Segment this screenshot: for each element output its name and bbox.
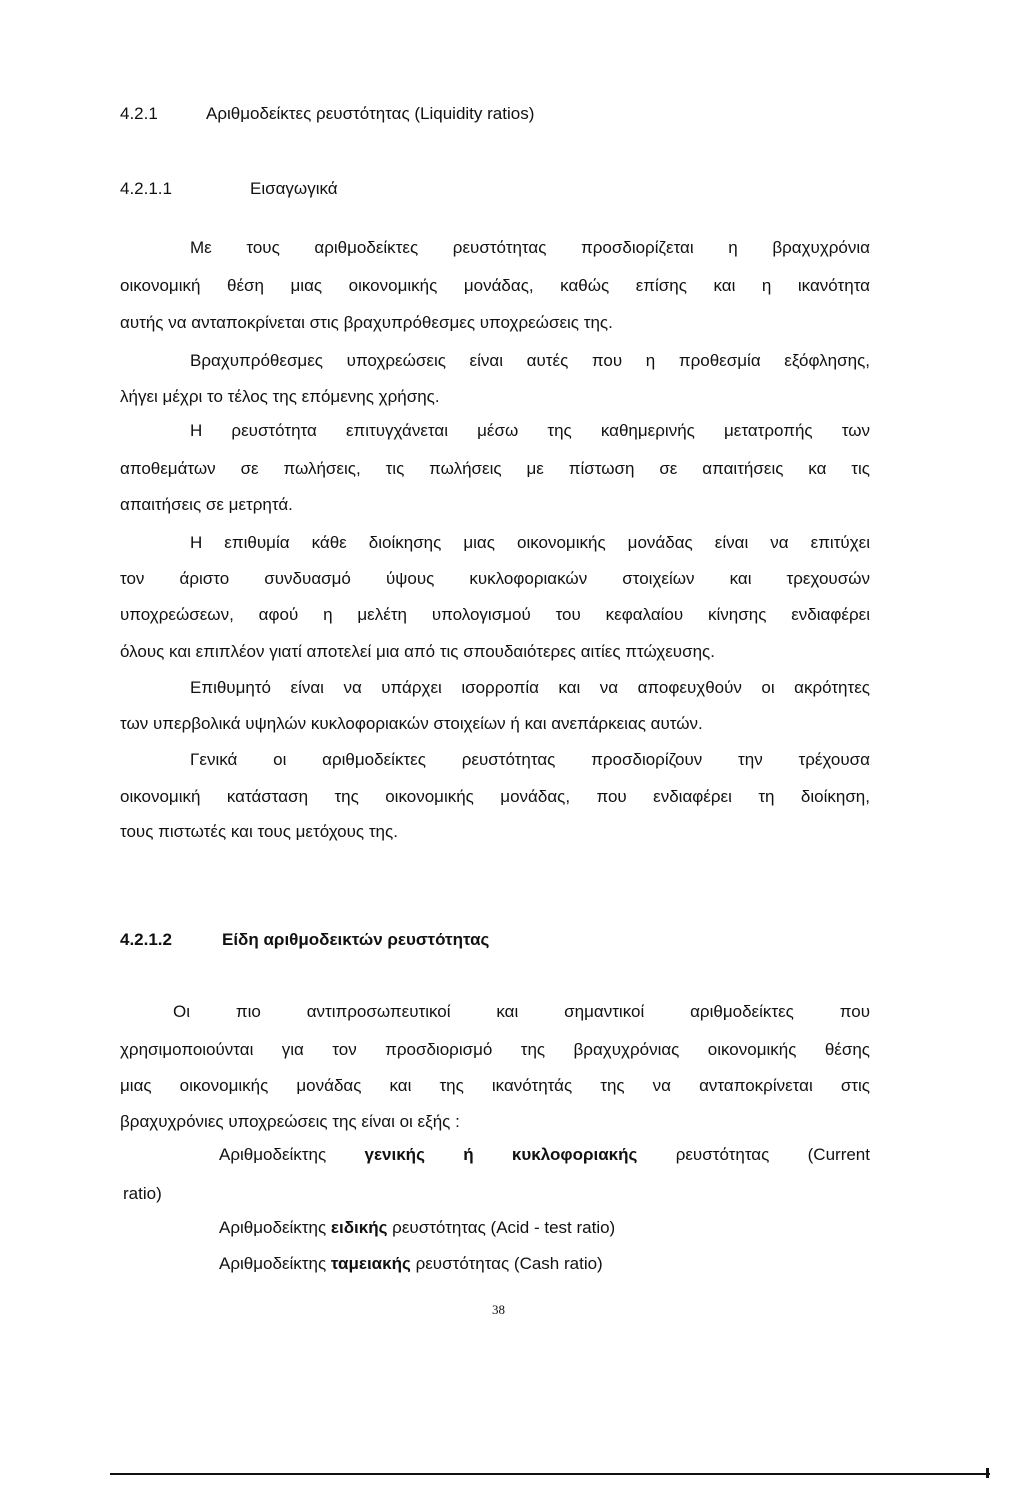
paragraph-line: μιας οικονομικής μονάδας και της ικανότητάς της να ανταποκρίνεται στις (120, 1076, 870, 1095)
paragraph-line: των υπερβολικά υψηλών κυκλοφοριακών στοιχείων ή και ανεπάρκειας αυτών. (120, 714, 703, 733)
list-item-bold: γενικής ή κυκλοφοριακής (364, 1145, 638, 1164)
paragraph-line: Βραχυπρόθεσμες υποχρεώσεις είναι αυτές που η προθεσμία εξόφλησης, (190, 351, 870, 370)
paragraph-line: Η επιθυμία κάθε διοίκησης μιας οικονομικής μονάδας είναι να επιτύχει (190, 533, 870, 552)
subsection-title: Είδη αριθμοδεικτών ρευστότητας (222, 930, 490, 949)
list-item-bold: ειδικής (330, 1218, 388, 1237)
section-number: 4.2.1 (120, 104, 158, 123)
footer-rule (110, 1473, 990, 1475)
subsection-heading-types (120, 930, 489, 950)
list-item (219, 1145, 870, 1165)
paragraph-line: Γενικά οι αριθμοδείκτες ρευστότητας προσδιορίζουν την τρέχουσα (190, 750, 870, 769)
list-item-bold: ταμειακής (330, 1254, 411, 1273)
paragraph-line: Οι πιο αντιπροσωπευτικοί και σημαντικοί αριθμοδείκτες που (173, 1002, 870, 1021)
footer-rule-end (986, 1468, 989, 1478)
list-item-prefix: Αριθμοδείκτης (219, 1254, 327, 1273)
list-item-suffix: ρευστότητας (Cash ratio) (415, 1254, 603, 1273)
list-item-prefix: Αριθμοδείκτης (219, 1145, 327, 1164)
subsection-number: 4.2.1.2 (120, 930, 172, 949)
paragraph-line: οικονομική θέση μιας οικονομικής μονάδας, καθώς επίσης και η ικανότητα (120, 276, 870, 295)
paragraph-line: όλους και επιπλέον γιατί αποτελεί μια από τις σπουδαιότερες αιτίες πτώχευσης. (120, 642, 715, 661)
page-number: 38 (492, 1302, 505, 1317)
paragraph-line: απαιτήσεις σε μετρητά. (120, 495, 293, 514)
paragraph-line: λήγει μέχρι το τέλος της επόμενης χρήσης. (120, 387, 440, 406)
list-item (219, 1254, 603, 1274)
section-heading (120, 104, 534, 124)
paragraph-line: υποχρεώσεων, αφού η μελέτη υπολογισμού του κεφαλαίου κίνησης ενδιαφέρει (120, 605, 870, 624)
paragraph-line: τον άριστο συνδυασμό ύψους κυκλοφοριακών στοιχείων και τρεχουσών (120, 569, 870, 588)
list-item-suffix: ρευστότητας (Acid - test ratio) (392, 1218, 616, 1237)
subsection-title: Εισαγωγικά (250, 179, 338, 198)
list-item-suffix: ρευστότητας (Current (675, 1145, 870, 1164)
section-title: Αριθμοδείκτες ρευστότητας (Liquidity ratios) (206, 104, 535, 123)
list-item (219, 1218, 615, 1238)
paragraph-line: Με τους αριθμοδείκτες ρευστότητας προσδιορίζεται η βραχυχρόνια (190, 238, 870, 257)
subsection-number: 4.2.1.1 (120, 179, 172, 198)
subsection-heading-introduction (120, 179, 338, 199)
paragraph-line: χρησιμοποιούνται για τον προσδιορισμό της βραχυχρόνιας οικονομικής θέσης (120, 1040, 870, 1059)
paragraph-line: οικονομική κατάσταση της οικονομικής μονάδας, που ενδιαφέρει τη διοίκηση, (120, 787, 870, 806)
paragraph-line: Επιθυμητό είναι να υπάρχει ισορροπία και να αποφευχθούν οι ακρότητες (190, 678, 870, 697)
list-item-continuation: ratio) (123, 1184, 162, 1203)
paragraph-line: αυτής να ανταποκρίνεται στις βραχυπρόθεσμες υποχρεώσεις της. (120, 313, 613, 332)
list-item-prefix: Αριθμοδείκτης (219, 1218, 327, 1237)
paragraph-line: Η ρευστότητα επιτυγχάνεται μέσω της καθημερινής μετατροπής των (190, 421, 870, 440)
paragraph-line: βραχυχρόνιες υποχρεώσεις της είναι οι εξής : (120, 1112, 460, 1131)
paragraph-line: τους πιστωτές και τους μετόχους της. (120, 822, 398, 841)
paragraph-line: αποθεμάτων σε πωλήσεις, τις πωλήσεις με πίστωση σε απαιτήσεις κα τις (120, 459, 870, 478)
